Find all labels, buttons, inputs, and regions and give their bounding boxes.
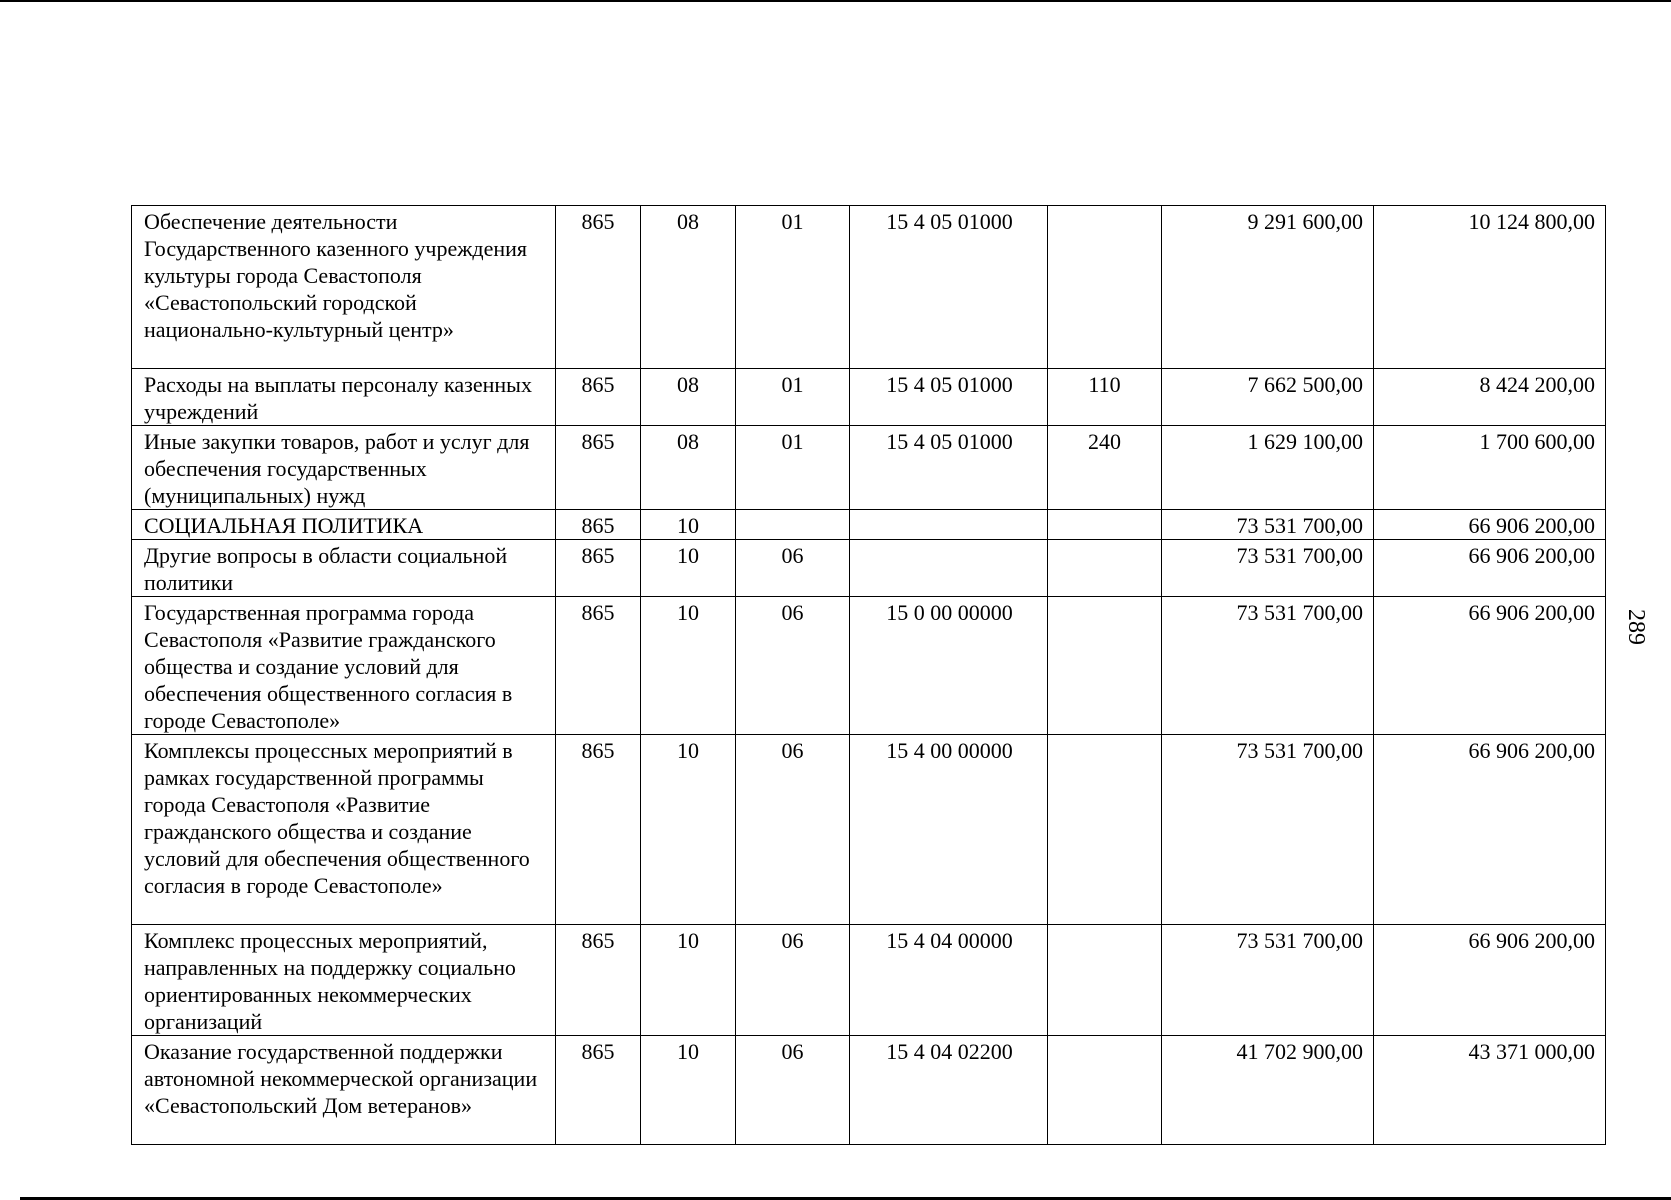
target-code-cell: 15 4 04 00000 [850, 925, 1048, 1036]
page-top-border [0, 0, 1671, 2]
row-name-cell: Комплексы процессных мероприятий в рамках государственной программы города Севастополя «Развитие гражданского общества и создание условий для обеспечения общественного согласия в городе Севастополе» [132, 735, 556, 925]
row-name-cell: Иные закупки товаров, работ и услуг для обеспечения государственных (муниципальных) нужд [132, 426, 556, 510]
section-code-cell: 10 [641, 735, 736, 925]
target-code-cell: 15 4 00 00000 [850, 735, 1048, 925]
table-row [132, 540, 1606, 597]
ministry-code-cell: 865 [556, 369, 641, 426]
subsection-code-cell: 01 [736, 426, 850, 510]
ministry-code-cell: 865 [556, 597, 641, 735]
table-row [132, 426, 1606, 510]
section-code-cell: 10 [641, 925, 736, 1036]
row-name-cell: Государственная программа города Севастополя «Развитие гражданского общества и создание условий для обеспечения общественного согласия в городе Севастополе» [132, 597, 556, 735]
subsection-code-cell: 06 [736, 735, 850, 925]
target-code-cell: 15 0 00 00000 [850, 597, 1048, 735]
section-code-cell: 08 [641, 369, 736, 426]
subsection-code-cell: 06 [736, 597, 850, 735]
amount-year1-cell: 73 531 700,00 [1162, 597, 1374, 735]
row-name-cell: Комплекс процессных мероприятий, направленных на поддержку социально ориентированных некоммерческих организаций [132, 925, 556, 1036]
budget-table [131, 205, 1606, 1145]
section-code-cell: 08 [641, 426, 736, 510]
section-code-cell: 08 [641, 206, 736, 369]
table-row [132, 510, 1606, 540]
amount-year2-cell: 10 124 800,00 [1374, 206, 1606, 369]
target-code-cell: 15 4 05 01000 [850, 426, 1048, 510]
target-code-cell [850, 540, 1048, 597]
expense-type-cell [1048, 540, 1162, 597]
row-name-cell: Другие вопросы в области социальной политики [132, 540, 556, 597]
ministry-code-cell: 865 [556, 206, 641, 369]
expense-type-cell [1048, 597, 1162, 735]
table-row [132, 925, 1606, 1036]
subsection-code-cell: 06 [736, 540, 850, 597]
row-name-cell: СОЦИАЛЬНАЯ ПОЛИТИКА [132, 510, 556, 540]
page-number: 289 [1623, 609, 1649, 645]
amount-year1-cell: 73 531 700,00 [1162, 925, 1374, 1036]
subsection-code-cell: 06 [736, 925, 850, 1036]
table-row [132, 369, 1606, 426]
amount-year2-cell: 8 424 200,00 [1374, 369, 1606, 426]
subsection-code-cell: 06 [736, 1036, 850, 1145]
row-name-cell: Расходы на выплаты персоналу казенных учреждений [132, 369, 556, 426]
target-code-cell [850, 510, 1048, 540]
amount-year2-cell: 43 371 000,00 [1374, 1036, 1606, 1145]
ministry-code-cell: 865 [556, 510, 641, 540]
ministry-code-cell: 865 [556, 1036, 641, 1145]
expense-type-cell: 240 [1048, 426, 1162, 510]
ministry-code-cell: 865 [556, 426, 641, 510]
expense-type-cell: 110 [1048, 369, 1162, 426]
amount-year1-cell: 41 702 900,00 [1162, 1036, 1374, 1145]
ministry-code-cell: 865 [556, 925, 641, 1036]
subsection-code-cell: 01 [736, 206, 850, 369]
table-row [132, 597, 1606, 735]
amount-year2-cell: 66 906 200,00 [1374, 735, 1606, 925]
amount-year1-cell: 73 531 700,00 [1162, 510, 1374, 540]
target-code-cell: 15 4 05 01000 [850, 369, 1048, 426]
amount-year2-cell: 66 906 200,00 [1374, 540, 1606, 597]
expense-type-cell [1048, 206, 1162, 369]
ministry-code-cell: 865 [556, 540, 641, 597]
section-code-cell: 10 [641, 1036, 736, 1145]
ministry-code-cell: 865 [556, 735, 641, 925]
amount-year1-cell: 73 531 700,00 [1162, 735, 1374, 925]
table-row [132, 1036, 1606, 1145]
row-name-cell: Оказание государственной поддержки автономной некоммерческой организации «Севастопольский Дом ветеранов» [132, 1036, 556, 1145]
amount-year2-cell: 1 700 600,00 [1374, 426, 1606, 510]
expense-type-cell [1048, 510, 1162, 540]
amount-year2-cell: 66 906 200,00 [1374, 597, 1606, 735]
section-code-cell: 10 [641, 540, 736, 597]
section-code-cell: 10 [641, 510, 736, 540]
table-row [132, 206, 1606, 369]
amount-year2-cell: 66 906 200,00 [1374, 925, 1606, 1036]
section-code-cell: 10 [641, 597, 736, 735]
amount-year1-cell: 1 629 100,00 [1162, 426, 1374, 510]
table-row [132, 735, 1606, 925]
target-code-cell: 15 4 04 02200 [850, 1036, 1048, 1145]
amount-year2-cell: 66 906 200,00 [1374, 510, 1606, 540]
amount-year1-cell: 7 662 500,00 [1162, 369, 1374, 426]
expense-type-cell [1048, 925, 1162, 1036]
expense-type-cell [1048, 1036, 1162, 1145]
amount-year1-cell: 9 291 600,00 [1162, 206, 1374, 369]
target-code-cell: 15 4 05 01000 [850, 206, 1048, 369]
amount-year1-cell: 73 531 700,00 [1162, 540, 1374, 597]
subsection-code-cell [736, 510, 850, 540]
subsection-code-cell: 01 [736, 369, 850, 426]
expense-type-cell [1048, 735, 1162, 925]
row-name-cell: Обеспечение деятельности Государственного казенного учреждения культуры города Севастополя «Севастопольский городской национально-культурный центр» [132, 206, 556, 369]
